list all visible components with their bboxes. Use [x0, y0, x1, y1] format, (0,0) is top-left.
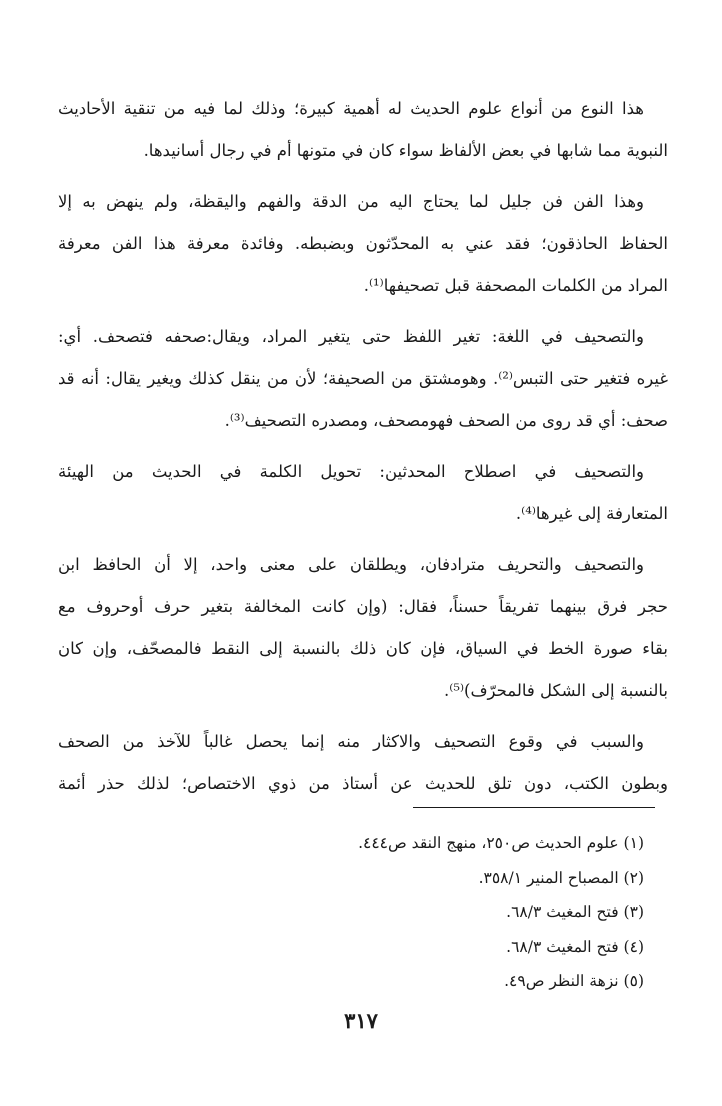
text-line: المراد من الكلمات المصحفة قبل تصحيفها⁽¹⁾.	[363, 276, 668, 295]
main-text	[58, 88, 668, 814]
paragraph	[58, 88, 668, 172]
text-line: النبوية مما شابها في بعض الألفاظ سواء كان في متونها أم في رجال أسانيدها.	[143, 141, 668, 160]
text-line: والسبب في وقوع التصحيف والاكثار منه إنما يحصل غالباً للآخذ من الصحف	[58, 732, 644, 751]
text-line: المتعارفة إلى غيرها⁽⁴⁾.	[515, 504, 668, 523]
paragraph	[58, 451, 668, 535]
paragraph	[58, 721, 668, 805]
text-line: والتصحيف في اللغة: تغير اللفظ حتى يتغير المراد، ويقال:صحفه فتصحف. أي:	[58, 327, 644, 346]
paragraph	[58, 181, 668, 307]
text-line: والتصحيف في اصطلاح المحدثين: تحويل الكلمة في الحديث من الهيئة	[58, 462, 644, 481]
footnotes	[124, 826, 644, 999]
text-line: بقاء صورة الخط في السياق، فإن كان ذلك بالنسبة إلى النقط فالمصحّف، وإن كان	[58, 639, 668, 658]
page-number: ٣١٧	[344, 1008, 378, 1033]
text-line: هذا النوع من أنواع علوم الحديث له أهمية كبيرة؛ وذلك لما فيه من تنقية الأحاديث	[58, 99, 644, 118]
text-line: بالنسبة إلى الشكل فالمحرّف)⁽⁵⁾.	[444, 681, 668, 700]
footnote: (٣) فتح المغيث ٦٨/٣.	[506, 903, 644, 921]
footnote: (٢) المصباح المنير ٣٥٨/١.	[478, 868, 644, 887]
footnote: (٤) فتح المغيث ٦٨/٣.	[506, 937, 644, 956]
text-line: غيره فتغير حتى التبس⁽²⁾. وهومشتق من الصحيفة؛ لأن من ينقل كذلك ويغير يقال: أنه قد	[58, 369, 668, 388]
footnote-separator	[413, 807, 655, 808]
footnote: (١) علوم الحديث ص٢٥٠، منهج النقد ص٤٤٤.	[358, 834, 644, 852]
paragraph	[58, 316, 668, 442]
text-line: حجر فرق بينهما تفريقاً حسناً، فقال: (وإن كانت المخالفة بتغير حرف أوحروف مع	[58, 597, 668, 616]
footnote: (٥) نزهة النظر ص٤٩.	[504, 972, 644, 990]
text-line: وهذا الفن فن جليل لما يحتاج اليه من الدقة والفهم واليقظة، ولم ينهض به إلا	[58, 192, 644, 211]
text-line: والتصحيف والتحريف مترادفان، ويطلقان على معنى واحد، إلا أن الحافظ ابن	[58, 555, 644, 574]
text-line: وبطون الكتب، دون تلق للحديث عن أستاذ من ذوي الاختصاص؛ لذلك حذر أئمة	[58, 774, 668, 793]
paragraph	[58, 544, 668, 712]
text-line: صحف: أي قد روى من الصحف فهومصحف، ومصدره التصحيف⁽³⁾.	[224, 411, 668, 430]
text-line: الحفاظ الحاذقون؛ فقد عني به المحدّثون وبضبطه. وفائدة معرفة هذا الفن معرفة	[58, 234, 668, 253]
